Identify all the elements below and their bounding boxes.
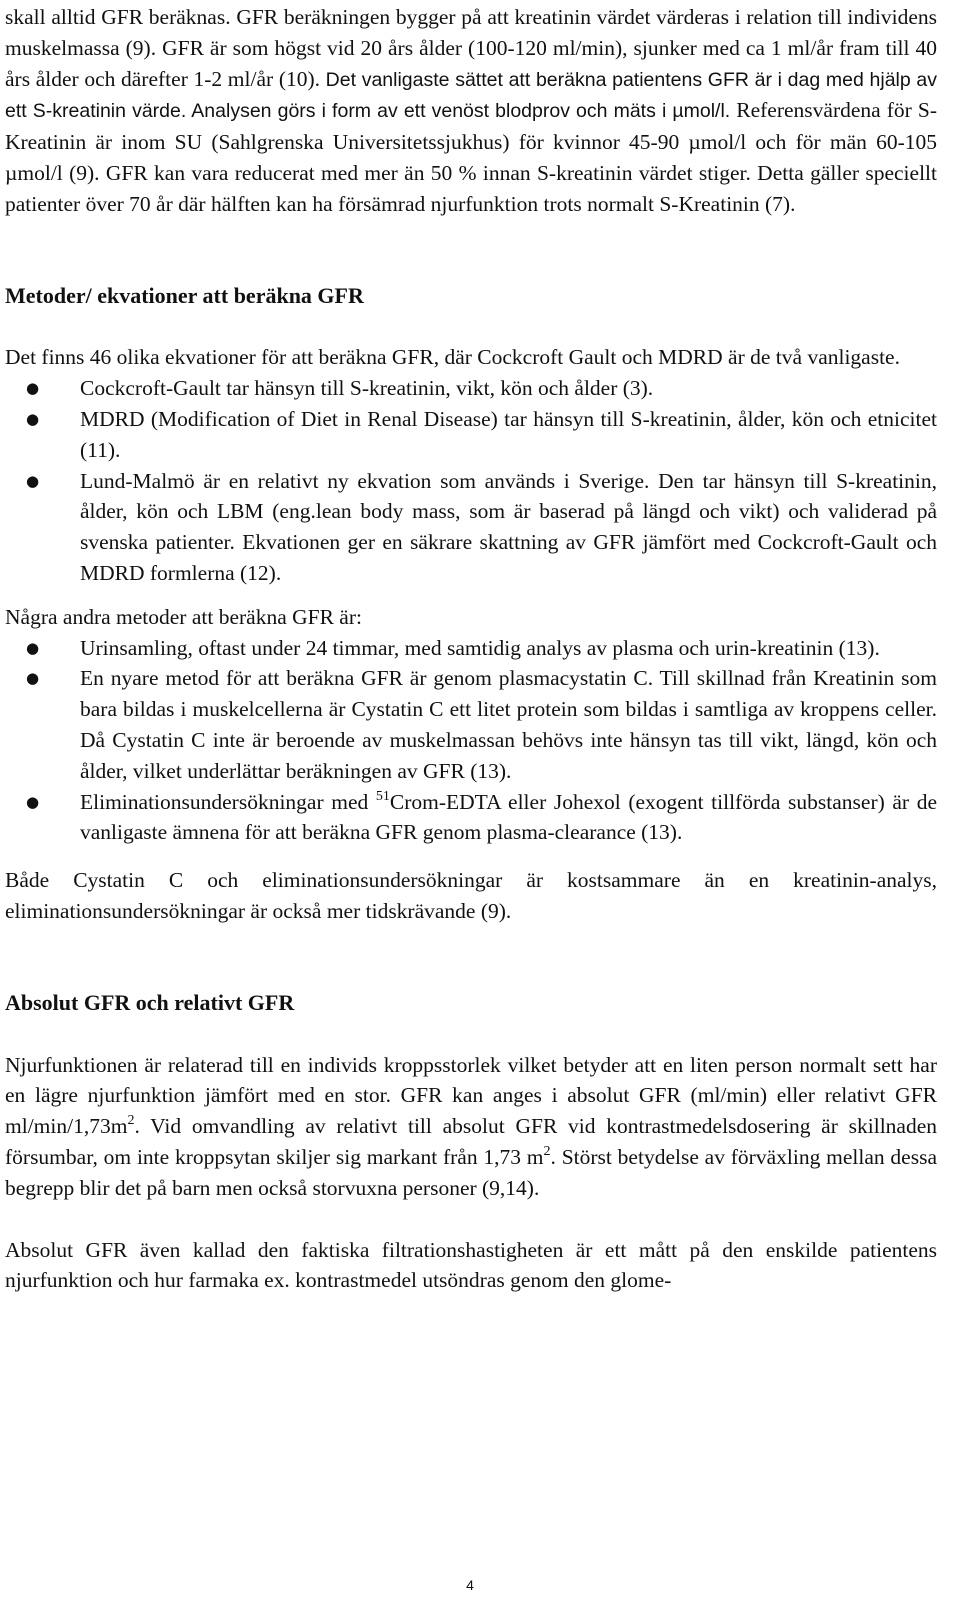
intro-sentence-3: Referensvärdena för S-Kreatinin är inom SU (Sahlgrenska Universitetssjukhus) för kvinnor 45-90 µmol/l och för män 60-105 µmol/l (9). GFR kan vara reducerat med mer än 50 % innan S-kreatinin värdet stiger. Detta gäller speciellt patienter över 70 år där hälften kan ha försämrad njurfunktion trots normalt S-Kreatinin (7). <box>5 98 937 216</box>
intro-sentence-1: skall alltid GFR beräknas. GFR beräkningen bygger på att kreatinin värdet värderas i relation till individens muskelmassa (9). GFR är som högst vid 20 års ålder (100-120 ml/min), sjunker med ca 1 ml/år fram till 40 års ålder och därefter 1-2 ml/år (10). <box>5 5 937 91</box>
absolute-gfr-paragraph-1: Njurfunktionen är relaterad till en individs kroppsstorlek vilket betyder att en liten person normalt sett har en lägre njurfunktion jämfört med en stor. GFR kan anges i absolut GFR (ml/min) eller relativt GFR $ml/\min/1,73m^2$. Vid omvandling av relativt till absolut GFR vid kontrastmedelsdosering är skillnaden försumbar, om inte kroppsytan skiljer sig markant från 1,73 $m^2$. Störst betydelse av förväxling mellan dessa begrepp blir det på barn men också storvuxna personer (9,14). <box>5 1052 937 1200</box>
bullet-icon: ● <box>26 792 40 811</box>
superscript: 51 <box>375 788 390 804</box>
page-number: 4 <box>466 1577 474 1593</box>
absolute-gfr-paragraph-2: Absolut GFR även kallad den faktiska filtrationshastigheten är ett mått på den enskilde patientens njurfunktion och hur farmaka ex. kontrastmedel utsöndras genom den glome- <box>5 1237 937 1293</box>
bullet-icon: ● <box>26 379 40 398</box>
methods-closing-paragraph: Både Cystatin C och eliminationsundersökningar är kostsammare än en kreatinin-analys, eliminationsundersökningar är också mer tidskrävande (9). <box>5 868 937 923</box>
superscript: 2 <box>543 1143 551 1159</box>
bullet-icon: ● <box>26 409 40 428</box>
superscript: 2 <box>127 1113 135 1129</box>
list-item-text: Lund-Malmö är en relativt ny ekvation som används i Sverige. Den tar hänsyn till S-kreatinin, ålder, kön och LBM (eng.lean body mass, som är baserad på längd och vikt) och validerad på svenska patienter. Ekvationen ger en säkrare skattning av GFR jämfört med Cockcroft-Gault och MDRD formlerna (12). <box>80 468 937 585</box>
list-item-text: En nyare metod för att beräkna GFR är genom plasmacystatin C. Till skillnad från Kreatinin som bara bildas i muskelcellerna är Cystatin C ett litet protein som bildas i samtliga av kroppens celler. Då Cystatin C inte är beroende av muskelmassan behövs inte hänsyn tas till vikt, längd, kön och ålder, vilket underlättar beräkningen av GFR (13). <box>80 666 937 783</box>
bullet-icon: ● <box>26 669 40 688</box>
other-methods-list <box>5 633 937 849</box>
bullet-icon: ● <box>26 638 40 657</box>
list-item <box>5 633 937 664</box>
document-page <box>5 2 937 1296</box>
list-item <box>5 466 937 589</box>
bullet-icon: ● <box>26 471 40 490</box>
section-heading-methods: Metoder/ ekvationer att beräkna GFR <box>5 282 364 308</box>
intro-sentence-2: Det vanligaste sättet att beräkna patientens GFR är i dag med hjälp av ett S-kreatinin värde. Analysen görs i form av ett venöst blodprov och mäts i µmol/l. <box>5 68 938 123</box>
list-item-text: Eliminationsundersökningar med $^{51}$Crom-EDTA eller Johexol (exogent tillförda substanser) är de vanligaste ämnena för att beräkna GFR genom plasma-clearance (13). <box>80 788 937 845</box>
list-item <box>5 404 937 466</box>
section-heading-absolute-gfr: Absolut GFR och relativt GFR <box>5 989 295 1015</box>
list-item-text: Cockcroft-Gault tar hänsyn till S-kreatinin, vikt, kön och ålder (3). <box>80 376 654 401</box>
list-item-text: MDRD (Modification of Diet in Renal Disease) tar hänsyn till S-kreatinin, ålder, kön och etnicitet (11). <box>80 406 937 462</box>
list-item <box>5 663 937 786</box>
list-item-text: Urinsamling, oftast under 24 timmar, med samtidig analys av plasma och urin-kreatinin (13). <box>80 635 880 660</box>
intro-paragraph <box>5 2 937 220</box>
methods-intro-paragraph: Det finns 46 olika ekvationer för att beräkna GFR, där Cockcroft Gault och MDRD är de två vanligaste. <box>5 345 900 370</box>
list-item <box>5 787 937 849</box>
other-methods-intro: Några andra metoder att beräkna GFR är: <box>5 604 362 629</box>
list-item <box>5 373 937 404</box>
equations-list <box>5 373 937 589</box>
